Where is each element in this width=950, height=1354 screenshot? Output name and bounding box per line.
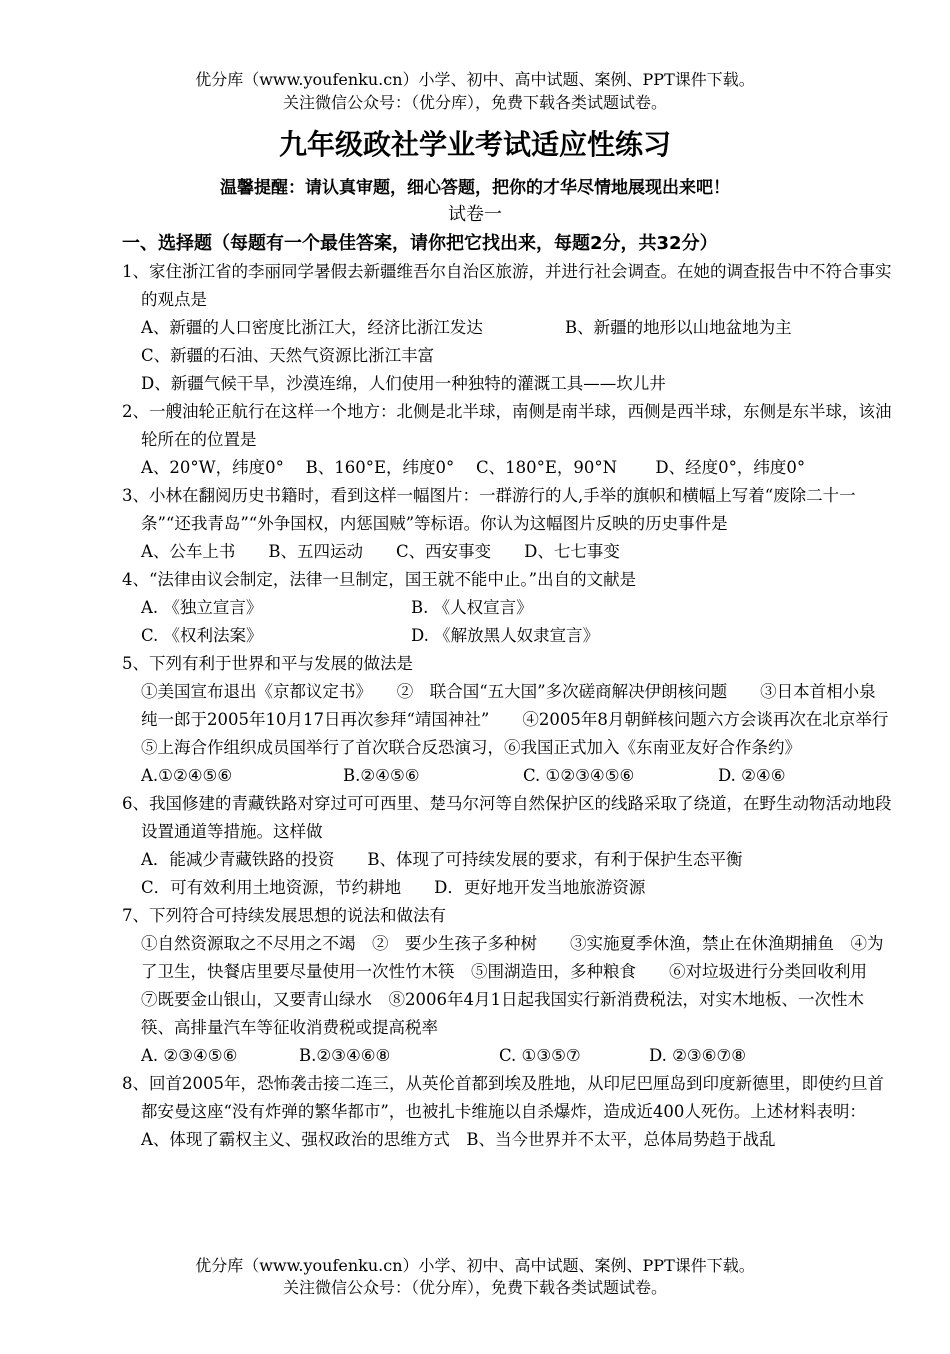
footer-line-1: 优分库（www.youfenku.cn）小学、初中、高中试题、案例、PPT课件下载。 bbox=[195, 1256, 755, 1275]
option-row bbox=[122, 762, 892, 790]
header-line-1: 优分库（www.youfenku.cn）小学、初中、高中试题、案例、PPT课件下载。 bbox=[195, 70, 755, 89]
reminder-text: 温馨提醒：请认真审题，细心答题，把你的才华尽情地展现出来吧！ bbox=[220, 178, 730, 198]
question-4 bbox=[122, 566, 892, 650]
option-line-1: A、体现了霸权主义、强权政治的思维方式 B、当今世界并不太平，总体局势趋于战乱 bbox=[141, 1130, 776, 1149]
option-d: D. 《解放黑人奴隶宣言》 bbox=[411, 626, 600, 645]
option-b: B、新疆的地形以山地盆地为主 bbox=[565, 318, 792, 337]
page-title: 九年级政社学业考试适应性练习 bbox=[278, 128, 671, 161]
question-3 bbox=[122, 482, 892, 566]
option-row bbox=[122, 314, 892, 342]
option-c: C. 《权利法案》 bbox=[141, 626, 263, 645]
question-2 bbox=[122, 398, 892, 482]
question-stem: 6、我国修建的青藏铁路对穿过可可西里、楚马尔河等自然保护区的线路采取了绕道，在野生动物活动地段设置通道等措施。这样做 bbox=[122, 794, 892, 841]
question-statements: ①美国宣布退出《京都议定书》 ② 联合国“五大国”多次磋商解决伊朗核问题 ③日本首相小泉纯一郎于2005年10月17日再次参拜“靖国神社” ④2005年8月朝鲜核问题六方会谈再次在北京举行 ⑤上海合作组织成员国举行了首次联合反恐演习，⑥我国正式加入《东南亚友好合作条约》 bbox=[141, 682, 905, 757]
option-d: D. ②③⑥⑦⑧ bbox=[649, 1046, 747, 1065]
question-stem: 3、小林在翻阅历史书籍时，看到这样一幅图片：一群游行的人,手举的旗帜和横幅上写着“废除二十一条”“还我青岛”“外争国权，内惩国贼”等标语。你认为这幅图片反映的历史事件是 bbox=[122, 486, 856, 533]
option-c: C. ①③⑤⑦ bbox=[499, 1046, 581, 1065]
options-text: A、20°W，纬度0° B、160°E，纬度0° C、180°E，90°N D、经度0°，纬度0° bbox=[141, 458, 806, 477]
options-text: A、公车上书 B、五四运动 C、西安事变 D、七七事变 bbox=[141, 542, 620, 561]
option-row bbox=[122, 622, 892, 650]
question-statements: ①自然资源取之不尽用之不竭 ② 要少生孩子多种树 ③实施夏季休渔，禁止在休渔期捕鱼 ④为了卫生，快餐店里要尽量使用一次性竹木筷 ⑤围湖造田，多种粮食 ⑥对垃圾进行分类回收利用 ⑦既要金山银山，又要青山绿水 ⑧2006年4月1日起我国实行新消费税法，对实木地板、一次性木筷、高排量汽车等征收消费税或提高税率 bbox=[141, 934, 884, 1037]
header-line-2: 关注微信公众号：（优分库），免费下载各类试题试卷。 bbox=[282, 93, 667, 112]
option-b: B.②④⑤⑥ bbox=[343, 766, 420, 785]
question-stem: 4、“法律由议会制定，法律一旦制定，国王就不能中止。”出自的文献是 bbox=[122, 570, 637, 589]
questions-body bbox=[122, 258, 905, 1154]
option-a: A.①②④⑤⑥ bbox=[141, 766, 233, 785]
option-d: D. ②④⑥ bbox=[718, 766, 786, 785]
option-a: A、新疆的人口密度比浙江大，经济比浙江发达 bbox=[141, 318, 483, 337]
option-a: A. ②③④⑤⑥ bbox=[141, 1046, 238, 1065]
option-d: D、新疆气候干旱，沙漠连绵，人们使用一种独特的灌溉工具——坎儿井 bbox=[141, 374, 666, 393]
question-stem: 5、下列有利于世界和平与发展的做法是 bbox=[122, 654, 413, 673]
option-b: B.②③④⑥⑧ bbox=[299, 1046, 391, 1065]
option-row bbox=[122, 594, 892, 622]
footer-line-2: 关注微信公众号：（优分库），免费下载各类试题试卷。 bbox=[282, 1278, 667, 1297]
option-a: A. 《独立宣言》 bbox=[141, 598, 263, 617]
option-b: B. 《人权宣言》 bbox=[411, 598, 533, 617]
question-1 bbox=[122, 258, 892, 398]
option-line-1: A．能减少青藏铁路的投资 B、体现了可持续发展的要求，有利于保护生态平衡 bbox=[141, 850, 743, 869]
question-stem: 7、下列符合可持续发展思想的说法和做法有 bbox=[122, 906, 446, 925]
question-stem: 2、一艘油轮正航行在这样一个地方：北侧是北半球，南侧是南半球，西侧是西半球，东侧是东半球，该油轮所在的位置是 bbox=[122, 402, 892, 449]
question-stem: 8、回首2005年，恐怖袭击接二连三，从英伦首都到埃及胜地，从印尼巴厘岛到印度新德里，即使约旦首都安曼这座“没有炸弹的繁华都市”，也被扎卡维施以自杀爆炸，造成近400人死伤。上述材料表明： bbox=[122, 1074, 884, 1121]
question-6 bbox=[122, 790, 892, 902]
question-8 bbox=[122, 1070, 892, 1154]
option-c: C、新疆的石油、天然气资源比浙江丰富 bbox=[141, 346, 435, 365]
section-heading: 一、选择题（每题有一个最佳答案，请你把它找出来，每题2分，共32分） bbox=[122, 233, 718, 254]
question-5 bbox=[122, 650, 905, 790]
question-7 bbox=[122, 902, 892, 1070]
question-stem: 1、家住浙江省的李丽同学暑假去新疆维吾尔自治区旅游，并进行社会调查。在她的调查报告中不符合事实的观点是 bbox=[122, 262, 892, 309]
option-row bbox=[122, 1042, 892, 1070]
option-line-2: C．可有效利用土地资源，节约耕地 D．更好地开发当地旅游资源 bbox=[141, 878, 646, 897]
paper-label: 试卷一 bbox=[448, 204, 502, 225]
option-c: C. ①②③④⑤⑥ bbox=[523, 766, 635, 785]
